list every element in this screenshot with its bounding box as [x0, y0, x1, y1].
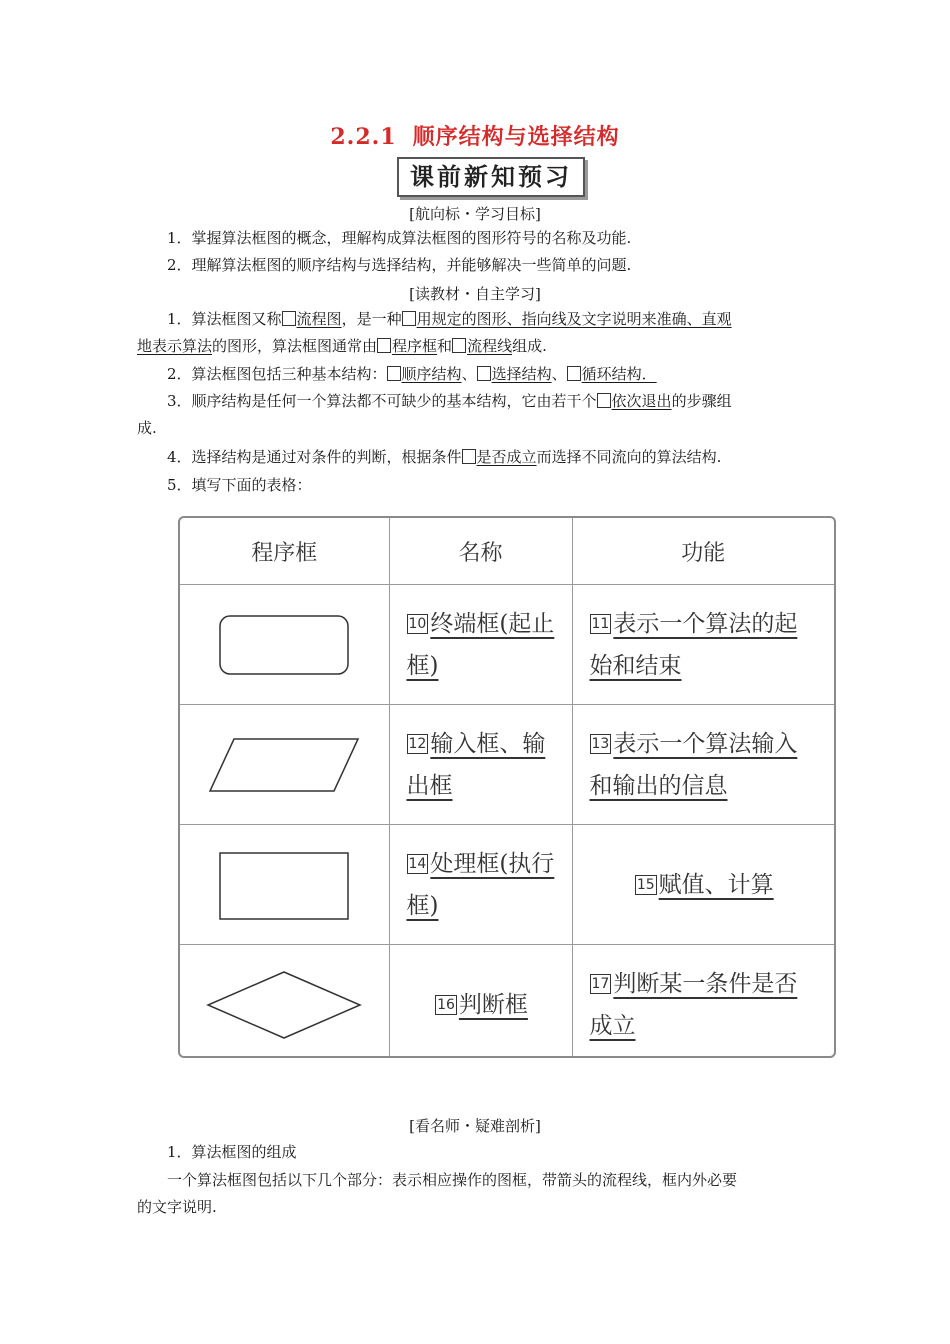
table-row — [180, 945, 834, 1059]
p1-answer-flowline: 流程线 — [467, 337, 513, 355]
paragraph-5: 5．填写下面的表格： — [167, 476, 312, 494]
shape-cell — [180, 945, 389, 1059]
table-header: 程序框 — [180, 518, 389, 585]
p1-text: 组成. — [512, 337, 547, 355]
goal-1: 1．掌握算法框图的概念，理解构成算法框图的图形符号的名称及功能. — [167, 229, 632, 247]
lesson-title — [0, 120, 950, 151]
box-function: 赋值、计算 — [658, 871, 774, 898]
table-header: 功能 — [572, 518, 834, 585]
goal-2: 2．理解算法框图的顺序结构与选择结构，并能够解决一些简单的问题. — [167, 256, 632, 274]
box-name: 终端框(起止框) — [406, 610, 555, 679]
parallelogram-shape-icon — [204, 735, 364, 795]
blank-box-icon — [402, 311, 416, 326]
blank-box-icon — [387, 366, 401, 381]
paragraph-3 — [137, 388, 847, 415]
p1-answer-definition-cont: 地表示算法 — [137, 337, 213, 355]
table-header: 名称 — [389, 518, 572, 585]
blank-box-icon — [597, 393, 611, 408]
table-row — [180, 825, 834, 945]
function-cell — [572, 585, 834, 705]
paragraph-3-cont: 成. — [137, 419, 157, 437]
name-cell — [389, 585, 572, 705]
table-row — [180, 585, 834, 705]
box-name: 处理框(执行框) — [406, 850, 555, 919]
p1-text: 的图形，算法框图通常由 — [212, 337, 378, 355]
p3-text: 的步骤组 — [671, 392, 732, 410]
answer-number-badge: 15 — [636, 876, 655, 893]
blank-box-icon — [462, 449, 476, 464]
function-cell — [572, 825, 834, 945]
p4-answer: 是否成立 — [476, 448, 537, 466]
terminal-shape-icon — [214, 610, 354, 680]
box-name: 判断框 — [458, 991, 528, 1018]
p2-text: 、 — [461, 365, 477, 383]
lesson-title-text: 顺序结构与选择结构 — [412, 124, 620, 150]
paragraph-1-cont — [137, 333, 817, 360]
blank-box-icon — [282, 311, 296, 326]
p2-text: 2．算法框图包括三种基本结构： — [167, 365, 387, 383]
table-row — [180, 705, 834, 825]
name-cell — [389, 825, 572, 945]
p1-text: 1．算法框图又称 — [167, 310, 282, 328]
answer-number-badge: 17 — [591, 975, 610, 992]
section-heading-goals: [航向标・学习目标] — [409, 205, 541, 223]
p1-text: 和 — [437, 337, 453, 355]
section-heading-reading: [读教材・自主学习] — [409, 285, 541, 303]
box-function: 表示一个算法的起始和结束 — [589, 610, 798, 679]
analysis-paragraph: 一个算法框图包括以下几个部分：表示相应操作的图框，带箭头的流程线，框内外必要 — [167, 1171, 738, 1189]
program-box-table — [178, 516, 836, 1058]
answer-number-badge: 16 — [437, 996, 455, 1013]
blank-box-icon — [477, 366, 491, 381]
p1-answer-program-box: 程序框 — [392, 337, 438, 355]
name-cell — [389, 945, 572, 1059]
function-cell — [572, 945, 834, 1059]
p2-text: 、 — [551, 365, 567, 383]
rectangle-shape-icon — [214, 847, 354, 923]
shape-cell — [180, 585, 389, 705]
section-banner: 课前新知预习 — [397, 157, 585, 197]
analysis-paragraph-cont: 的文字说明. — [137, 1198, 217, 1216]
p2-answer-selection: 选择结构 — [491, 365, 552, 383]
paragraph-1 — [137, 306, 847, 333]
paragraph-2 — [137, 361, 847, 388]
box-function: 表示一个算法输入和输出的信息 — [589, 730, 798, 799]
analysis-heading-1: 1．算法框图的组成 — [167, 1143, 297, 1161]
name-cell — [389, 705, 572, 825]
p3-answer: 依次退出 — [611, 392, 672, 410]
paragraph-4 — [137, 444, 847, 471]
answer-number-badge: 10 — [408, 615, 427, 632]
answer-number-badge: 12 — [408, 735, 427, 752]
p2-answer-sequence: 顺序结构 — [401, 365, 462, 383]
shape-cell — [180, 825, 389, 945]
p3-text: 3．顺序结构是任何一个算法都不可缺少的基本结构，它由若干个 — [167, 392, 597, 410]
answer-number-badge: 14 — [408, 855, 427, 872]
section-heading-analysis: [看名师・疑难剖析] — [409, 1117, 541, 1135]
blank-box-icon — [452, 338, 466, 353]
p4-text: 而选择不同流向的算法结构. — [536, 448, 722, 466]
p1-answer-flowchart: 流程图 — [296, 310, 342, 328]
p1-text: ，是一种 — [341, 310, 402, 328]
lesson-number: 2.2.1 — [330, 124, 397, 150]
shape-cell — [180, 705, 389, 825]
p4-text: 4．选择结构是通过对条件的判断，根据条件 — [167, 448, 462, 466]
answer-number-badge: 11 — [591, 615, 610, 632]
p2-answer-loop: 循环结构． — [581, 365, 657, 383]
diamond-shape-icon — [202, 968, 366, 1042]
box-name: 输入框、输出框 — [406, 730, 546, 799]
function-cell — [572, 705, 834, 825]
p1-answer-definition: 用规定的图形、指向线及文字说明来准确、直观 — [416, 310, 732, 328]
answer-number-badge: 13 — [591, 735, 610, 752]
blank-box-icon — [377, 338, 391, 353]
table-header-row — [180, 518, 834, 585]
blank-box-icon — [567, 366, 581, 381]
box-function: 判断某一条件是否成立 — [589, 970, 798, 1039]
